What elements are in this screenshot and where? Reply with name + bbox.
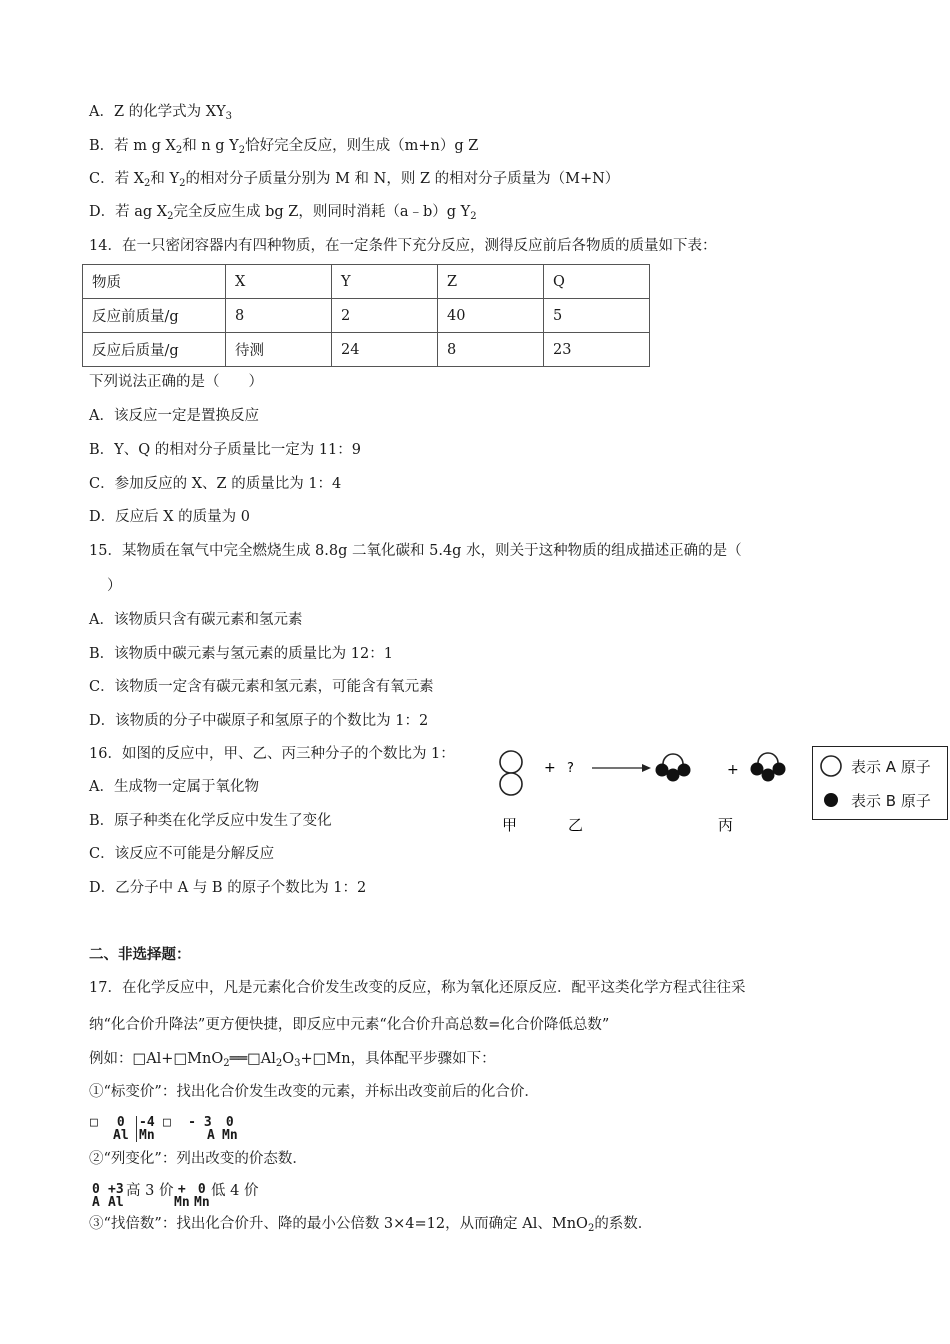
step2-mn2: 0 Mn: [194, 1182, 210, 1210]
plus-sign-2: +: [727, 762, 739, 778]
step2-down-label: 低 4 价: [211, 1183, 259, 1199]
step1-box1: □: [90, 1115, 98, 1130]
table-cell: 待测: [226, 333, 332, 367]
step2-up-label: 高 3 价: [126, 1183, 174, 1199]
legend-b-label: 表示 B 原子: [851, 792, 931, 810]
table-cell: 23: [544, 333, 650, 367]
step1-al: 0 Al: [113, 1115, 129, 1143]
table-row: [83, 299, 650, 333]
table-cell: 物质: [83, 265, 226, 299]
q15-option-d: D．该物质的分子中碳原子和氢原子的个数比为 1：2: [89, 713, 429, 729]
table-cell: 8: [438, 333, 544, 367]
q17-line2: 纳“化合价升降法”更方便快捷，即反应中元素“化合价升高总数=化合价降低总数”: [89, 1017, 610, 1033]
q15-option-c: C．该物质一定含有碳元素和氢元素，可能含有氧元素: [89, 679, 434, 695]
molecule-bing-1: [656, 754, 691, 782]
table-cell: 24: [332, 333, 438, 367]
atom-legend: [812, 746, 948, 820]
step1-mn: -4 Mn: [136, 1116, 155, 1142]
q16-stem: 16．如图的反应中，甲、乙、丙三种分子的个数比为 1：: [89, 746, 455, 762]
label-bing: 丙: [718, 816, 734, 832]
q13-option-d: D．若 ag $X_2$完全反应生成 bg Z，则同时消耗（a﹣b）g $Y_2$: [89, 204, 477, 222]
filled-circle-icon: [819, 788, 843, 812]
table-cell: 反应后质量/g: [83, 333, 226, 367]
q17-step1: ①“标变价”：找出化合价发生改变的元素，并标出改变前后的化合价．: [89, 1084, 539, 1100]
q15-option-b: B．该物质中碳元素与氢元素的质量比为 12：1: [89, 646, 393, 662]
table-cell: X: [226, 265, 332, 299]
table-cell: 8: [226, 299, 332, 333]
q15-stem-cont: ）: [107, 578, 122, 594]
q13-option-b: B．若 m g $X_2$和 n g $Y_2$恰好完全反应，则生成（m+n）g Z: [89, 138, 479, 156]
unknown-molecule: ?: [567, 761, 574, 776]
reaction-diagram-svg: [492, 744, 810, 832]
step2-a: 0 A: [92, 1182, 100, 1210]
step2-al: +3 Al: [108, 1182, 124, 1210]
q16-option-d: D．乙分子中 A 与 B 的原子个数比为 1：2: [89, 880, 367, 896]
table-cell: 反应前质量/g: [83, 299, 226, 333]
q14-option-a: A．该反应一定是置换反应: [89, 408, 259, 424]
label-yi: 乙: [568, 816, 584, 832]
q14-stem: 14．在一只密闭容器内有四种物质，在一定条件下充分反应，测得反应前后各物质的质量如下表：: [89, 238, 717, 254]
table-row: [83, 333, 650, 367]
step2-mn: + Mn: [174, 1182, 190, 1210]
q15-stem: 15．某物质在氧气中完全燃烧生成 8.8g 二氧化碳和 5.4g 水，则关于这种物质的组成描述正确的是（: [89, 543, 742, 559]
reaction-diagram: [492, 744, 810, 832]
q16-option-a: A．生成物一定属于氧化物: [89, 779, 259, 795]
q15-option-a: A．该物质只含有碳元素和氢元素: [89, 612, 303, 628]
q14-option-c: C．参加反应的 X、Z 的质量比为 1：4: [89, 476, 342, 492]
step1-mn2: 0 Mn: [222, 1115, 238, 1143]
q17-example: 例如：$□Al+□MnO_2══□Al_2O_3+□Mn$，具体配平步骤如下：: [89, 1051, 496, 1069]
step1-a: - 3 A: [188, 1115, 215, 1143]
molecule-jia: [500, 751, 522, 795]
table-cell: Y: [332, 265, 438, 299]
q16-option-c: C．该反应不可能是分解反应: [89, 846, 275, 862]
label-jia: 甲: [502, 816, 518, 832]
table-cell: Q: [544, 265, 650, 299]
plus-sign: +: [544, 760, 556, 776]
q13-option-a: A．Z 的化学式为 $XY_3$: [89, 104, 233, 122]
step1-box2: □: [163, 1115, 171, 1130]
q17-line1: 17．在化学反应中，凡是元素化合价发生改变的反应，称为氧化还原反应．配平这类化学方程式往往采: [89, 980, 746, 996]
table-cell: 2: [332, 299, 438, 333]
arrow-icon: [592, 764, 651, 772]
q14-prompt: 下列说法正确的是（ ）: [89, 374, 263, 390]
molecule-bing-2: [751, 753, 786, 782]
q17-step3: ③“找倍数”：找出化合价升、降的最小公倍数 3×4=12，从而确定 Al、MnO$_2$的系数．: [89, 1216, 653, 1234]
mass-table: [82, 264, 650, 367]
q14-option-d: D．反应后 X 的质量为 0: [89, 509, 251, 525]
open-circle-icon: [819, 754, 843, 778]
q16-option-b: B．原子种类在化学反应中发生了变化: [89, 813, 332, 829]
q13-option-c: C．若 $X_2$和 $Y_2$的相对分子质量分别为 M 和 N，则 Z 的相对分子质量为（M+N）: [89, 171, 620, 189]
table-cell: 5: [544, 299, 650, 333]
table-header-row: [83, 265, 650, 299]
table-cell: 40: [438, 299, 544, 333]
table-cell: Z: [438, 265, 544, 299]
legend-a-label: 表示 A 原子: [851, 758, 931, 776]
q17-step2: ②“列变化”：列出改变的价态数．: [89, 1151, 307, 1167]
section-heading: 二、非选择题：: [89, 946, 191, 963]
q14-option-b: B．Y、Q 的相对分子质量比一定为 11：9: [89, 442, 362, 458]
